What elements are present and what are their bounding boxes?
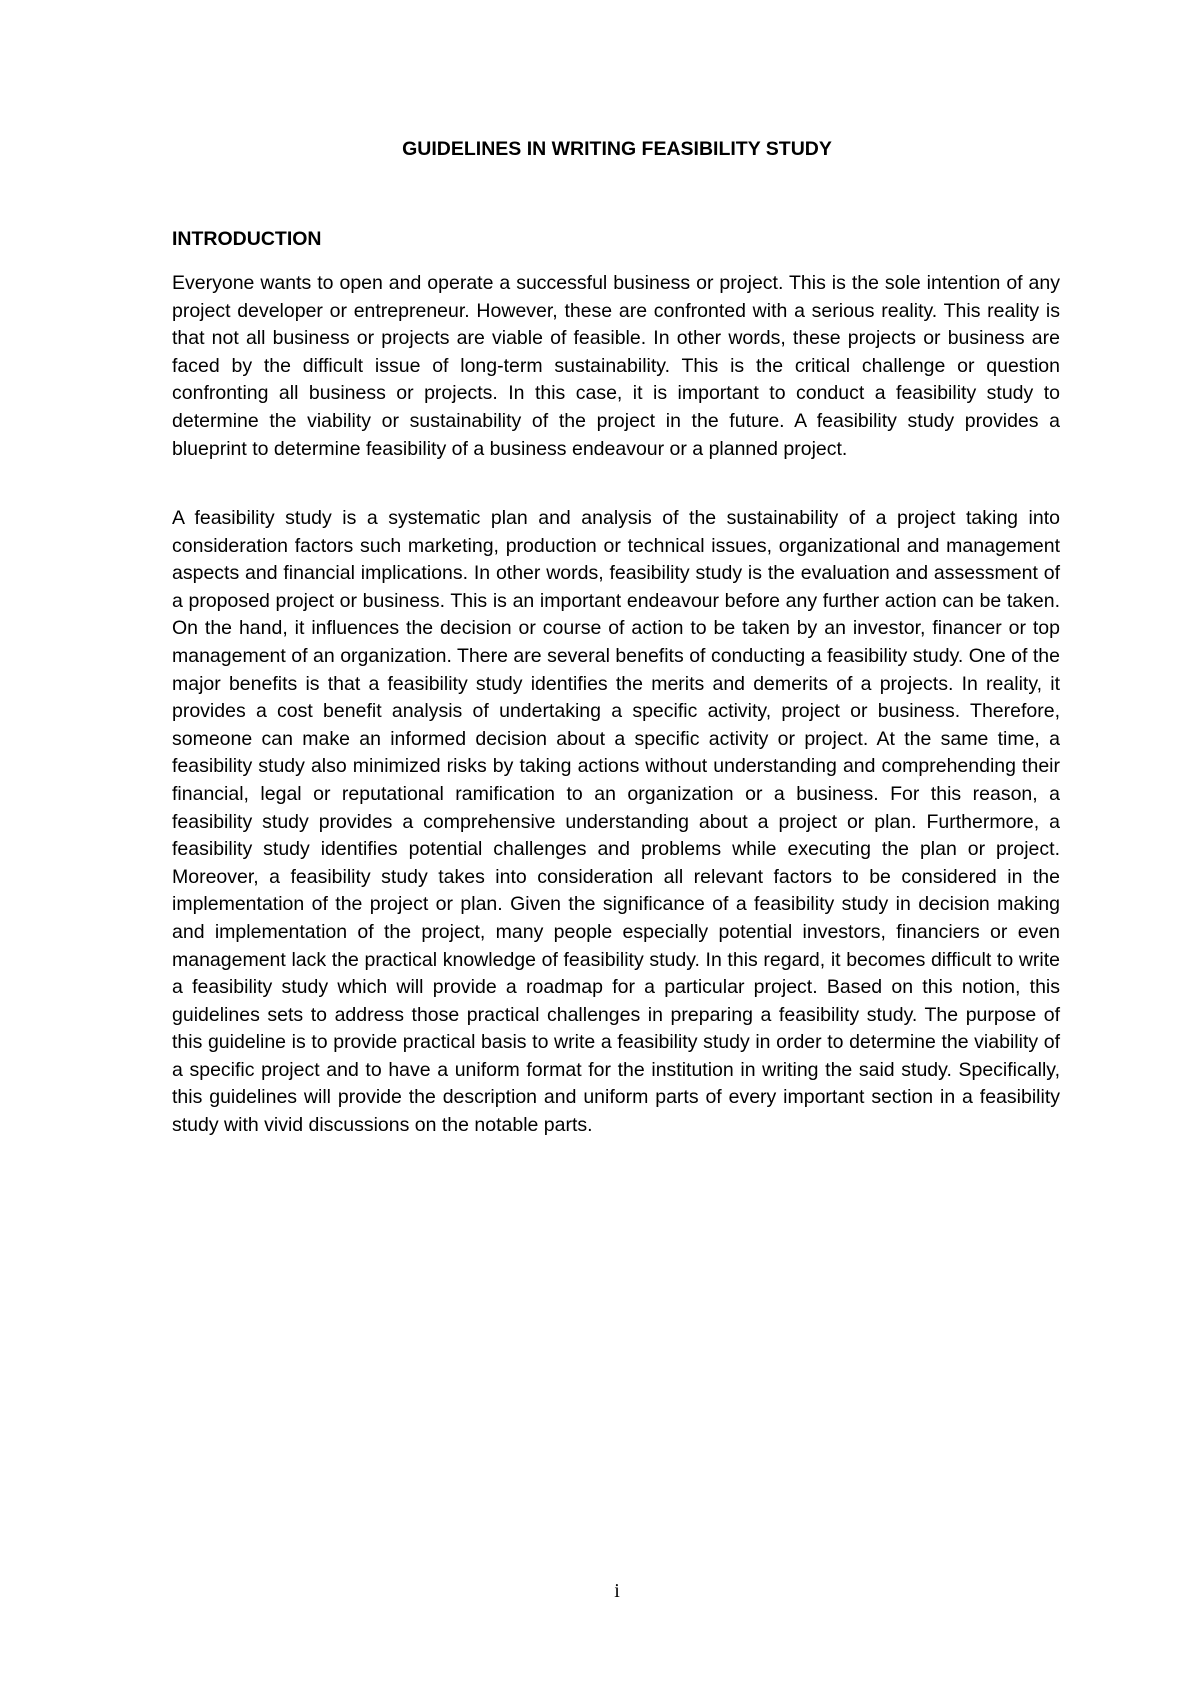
page-number: i <box>614 1580 620 1602</box>
paragraph-2: A feasibility study is a systematic plan and analysis of the sustainability of a project taking into consideration factors such marketing, production or technical issues, organizational and management aspects and financial implications. In other words, feasibility study is the evaluation and assessment of a proposed project or business. This is an important endeavour before any further action can be taken. On the hand, it influences the decision or course of action to be taken by an investor, financer or top management of an organization. There are several benefits of conducting a feasibility study. One of the major benefits is that a feasibility study identifies the merits and demerits of a projects. In reality, it provides a cost benefit analysis of undertaking a specific activity, project or business. Therefore, someone can make an informed decision about a specific activity or project. At the same time, a feasibility study also minimized risks by taking actions without understanding and comprehending their financial, legal or reputational ramification to an organization or a business. For this reason, a feasibility study provides a comprehensive understanding about a project or plan. Furthermore, a feasibility study identifies potential challenges and problems while executing the plan or project. Moreover, a feasibility study takes into consideration all relevant factors to be considered in the implementation of the project or plan. Given the significance of a feasibility study in decision making and implementation of the project, many people especially potential investors, financiers or even management lack the practical knowledge of feasibility study. In this regard, it becomes difficult to write a feasibility study which will provide a roadmap for a particular project. Based on this notion, this guidelines sets to address those practical challenges in preparing a feasibility study. The purpose of this guideline is to provide practical basis to write a feasibility study in order to determine the viability of a specific project and to have a uniform format for the institution in writing the said study. Specifically, this guidelines will provide the description and uniform parts of every important section in a feasibility study with vivid discussions on the notable parts. <box>172 507 1060 1137</box>
document-title: GUIDELINES IN WRITING FEASIBILITY STUDY <box>402 138 832 160</box>
paragraph-1: Everyone wants to open and operate a successful business or project. This is the sole intention of any project developer or entrepreneur. However, these are confronted with a serious reality. This reality is that not all business or projects are viable of feasible. In other words, these projects or business are faced by the difficult issue of long-term sustainability. This is the critical challenge or question confronting all business or projects. In this case, it is important to conduct a feasibility study to determine the viability or sustainability of the project in the future. A feasibility study provides a blueprint to determine feasibility of a business endeavour or a planned project. <box>172 272 1060 460</box>
section-heading-introduction: INTRODUCTION <box>172 228 322 250</box>
